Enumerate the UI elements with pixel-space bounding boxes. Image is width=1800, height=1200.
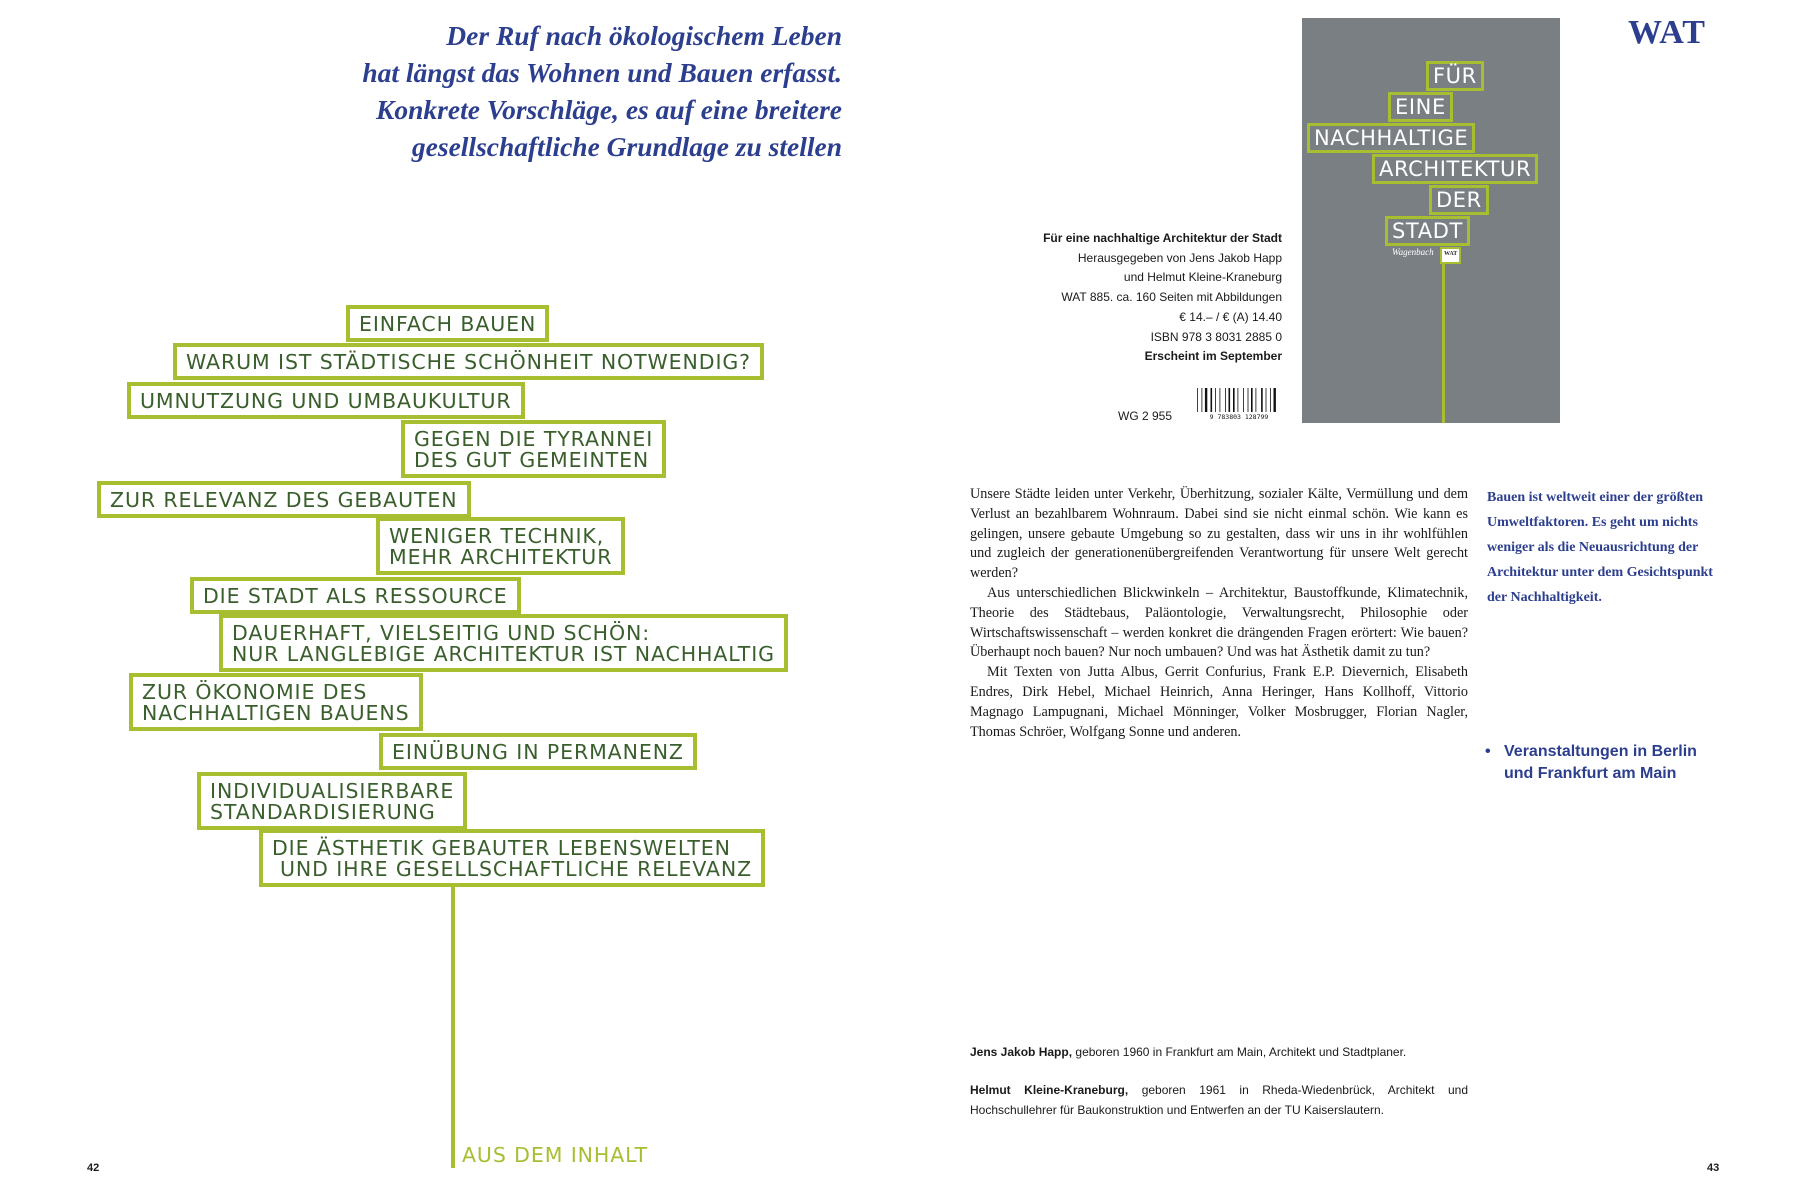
barcode-icon bbox=[1195, 388, 1283, 420]
contents-item-text: ZUR RELEVANZ DES GEBAUTEN bbox=[110, 488, 458, 512]
page-number-left: 42 bbox=[87, 1162, 100, 1174]
contents-item bbox=[379, 733, 697, 770]
cover-title-word: NACHHALTIGE bbox=[1307, 123, 1475, 153]
barcode-number: 9 783803 128799 bbox=[1209, 413, 1269, 420]
cover-title-word: FÜR bbox=[1426, 61, 1484, 91]
book-release: Erscheint im September bbox=[1144, 349, 1282, 364]
headline-line: Der Ruf nach ökologischem Leben bbox=[446, 20, 842, 51]
contents-item-text: ZUR ÖKONOMIE DES bbox=[142, 680, 368, 704]
events-note bbox=[1485, 741, 1697, 785]
contents-stem bbox=[451, 880, 455, 1168]
contents-item-text: DIE ÄSTHETIK GEBAUTER LEBENSWELTEN bbox=[272, 836, 731, 860]
author-bio bbox=[970, 1080, 1468, 1120]
book-title: Für eine nachhaltige Architektur der Stadt bbox=[1043, 231, 1282, 245]
cover-title-word: STADT bbox=[1385, 216, 1470, 246]
bullet-icon: • bbox=[1485, 743, 1491, 760]
contents-item-text: NACHHALTIGEN BAUENS bbox=[142, 701, 410, 725]
headline-line: gesellschaftliche Grundlage zu stellen bbox=[411, 131, 842, 162]
contents-item-text: UND IHRE GESELLSCHAFTLICHE RELEVANZ bbox=[280, 857, 753, 881]
contents-item-text: DAUERHAFT, VIELSEITIG UND SCHÖN: bbox=[232, 621, 651, 645]
contents-item-text: EINFACH BAUEN bbox=[359, 312, 537, 336]
contents-item bbox=[197, 772, 467, 830]
contents-item-text: UMNUTZUNG UND UMBAUKULTUR bbox=[140, 389, 512, 413]
author-name: Jens Jakob Happ, bbox=[970, 1045, 1073, 1059]
author-name: Helmut Kleine-Kraneburg, bbox=[970, 1083, 1129, 1097]
body-paragraph: Unsere Städte leiden unter Verkehr, Überhitzung, sozialer Kälte, Vermüllung und dem Verlust an bezahlbarem Wohnraum. Dabei sind sie nicht einmal schön. Wie kann es gelingen, unsere gebaute Umgebung so zu gestalten, dass wir uns in ihr wohlfühlen und zugleich der generationenübergreifenden Verantwortung für unsere Welt gerecht werden? bbox=[970, 486, 1468, 582]
contents-item bbox=[346, 305, 549, 342]
events-line: und Frankfurt am Main bbox=[1504, 765, 1677, 782]
cover-title-word: ARCHITEKTUR bbox=[1372, 154, 1538, 184]
book-details: WAT 885. ca. 160 Seiten mit Abbildungen bbox=[1061, 290, 1282, 305]
contents-item bbox=[97, 481, 471, 518]
headline-line: hat längst das Wohnen und Bauen erfasst. bbox=[362, 57, 842, 88]
contents-item bbox=[401, 420, 666, 478]
contents-item-text: WENIGER TECHNIK, bbox=[389, 524, 605, 548]
cover-series-logo: WAT bbox=[1440, 247, 1461, 264]
contents-item-text: STANDARDISIERUNG bbox=[210, 800, 436, 824]
book-info bbox=[950, 229, 1282, 367]
page-number-right: 43 bbox=[1707, 1162, 1720, 1174]
contents-item bbox=[129, 673, 423, 731]
book-isbn: ISBN 978 3 8031 2885 0 bbox=[1150, 329, 1282, 344]
contents-item bbox=[376, 517, 625, 575]
author-bios bbox=[970, 1042, 1468, 1120]
publisher-mark: WAT bbox=[1628, 14, 1706, 51]
book-editors: Herausgegeben von Jens Jakob Happ bbox=[1077, 250, 1282, 265]
contents-item-text: EINÜBUNG IN PERMANENZ bbox=[392, 740, 684, 764]
book-cover bbox=[1302, 18, 1560, 423]
contents-item-text: NUR LANGLEBIGE ARCHITEKTUR IST NACHHALTIG bbox=[232, 642, 775, 666]
author-description: geboren 1961 in Rheda-Wiedenbrück, Architekt und Hochschullehrer für Baukonstruktion und Entwerfen an der TU Kaiserslautern. bbox=[970, 1083, 1468, 1117]
contents-label: AUS DEM INHALT bbox=[462, 1143, 649, 1167]
cover-title-word: EINE bbox=[1388, 92, 1453, 122]
contents-item-text: MEHR ARCHITEKTUR bbox=[389, 545, 613, 569]
sidebar-quote: Bauen ist weltweit einer der größten Umweltfaktoren. Es geht um nichts weniger als die Neuausrichtung der Architektur unter dem Gesichtspunkt der Nachhaltigkeit. bbox=[1487, 490, 1713, 605]
contents-item-text: GEGEN DIE TYRANNEI bbox=[414, 427, 654, 451]
body-text bbox=[970, 485, 1468, 742]
contents-item-text: INDIVIDUALISIERBARE bbox=[210, 779, 455, 803]
contents-item-text: WARUM IST STÄDTISCHE SCHÖNHEIT NOTWENDIG? bbox=[186, 350, 751, 374]
contents-item-text: DES GUT GEMEINTEN bbox=[414, 448, 650, 472]
wg-code: WG 2 955 bbox=[1118, 409, 1173, 423]
cover-stem bbox=[1442, 254, 1445, 423]
author-bio bbox=[970, 1042, 1468, 1062]
cover-publisher: Wagenbach bbox=[1392, 247, 1434, 257]
body-paragraph: Aus unterschiedlichen Blickwinkeln – Architektur, Baustoffkunde, Klimatechnik, Theorie des Städtebaus, Paläontologie, Verwaltungsrecht, Philosophie oder Wirtschaftswissenschaft – werden konkret die drängenden Fragen erörtert: Wie bauen? Überhaupt noch bauen? Nur noch umbauen? Und was hat Ästhetik damit zu tun? bbox=[970, 584, 1468, 661]
contents-item bbox=[173, 343, 764, 380]
events-line: Veranstaltungen in Berlin bbox=[1504, 743, 1697, 760]
book-price: € 14.– / € (A) 14.40 bbox=[1179, 309, 1282, 324]
headline-line: Konkrete Vorschläge, es auf eine breitere bbox=[376, 94, 842, 125]
body-paragraph: Mit Texten von Jutta Albus, Gerrit Confurius, Frank E.P. Dievernich, Elisabeth Endres, Dirk Hebel, Michael Heinrich, Anna Heringer, Hans Kollhoff, Vittorio Magnago Lampugnani, Michael Mönninger, Volker Mosbrugger, Florian Nagler, Thomas Schröer, Wolfgang Sonne und anderen. bbox=[970, 664, 1468, 740]
author-description: geboren 1960 in Frankfurt am Main, Architekt und Stadtplaner. bbox=[1075, 1045, 1407, 1059]
contents-item bbox=[219, 614, 788, 672]
contents-item bbox=[190, 577, 521, 614]
contents-item-text: DIE STADT ALS RESSOURCE bbox=[203, 584, 508, 608]
headline bbox=[260, 17, 842, 165]
contents-item bbox=[259, 829, 765, 887]
contents-item bbox=[127, 382, 525, 419]
book-editors: und Helmut Kleine-Kraneburg bbox=[1123, 270, 1282, 285]
cover-title-word: DER bbox=[1429, 185, 1489, 215]
